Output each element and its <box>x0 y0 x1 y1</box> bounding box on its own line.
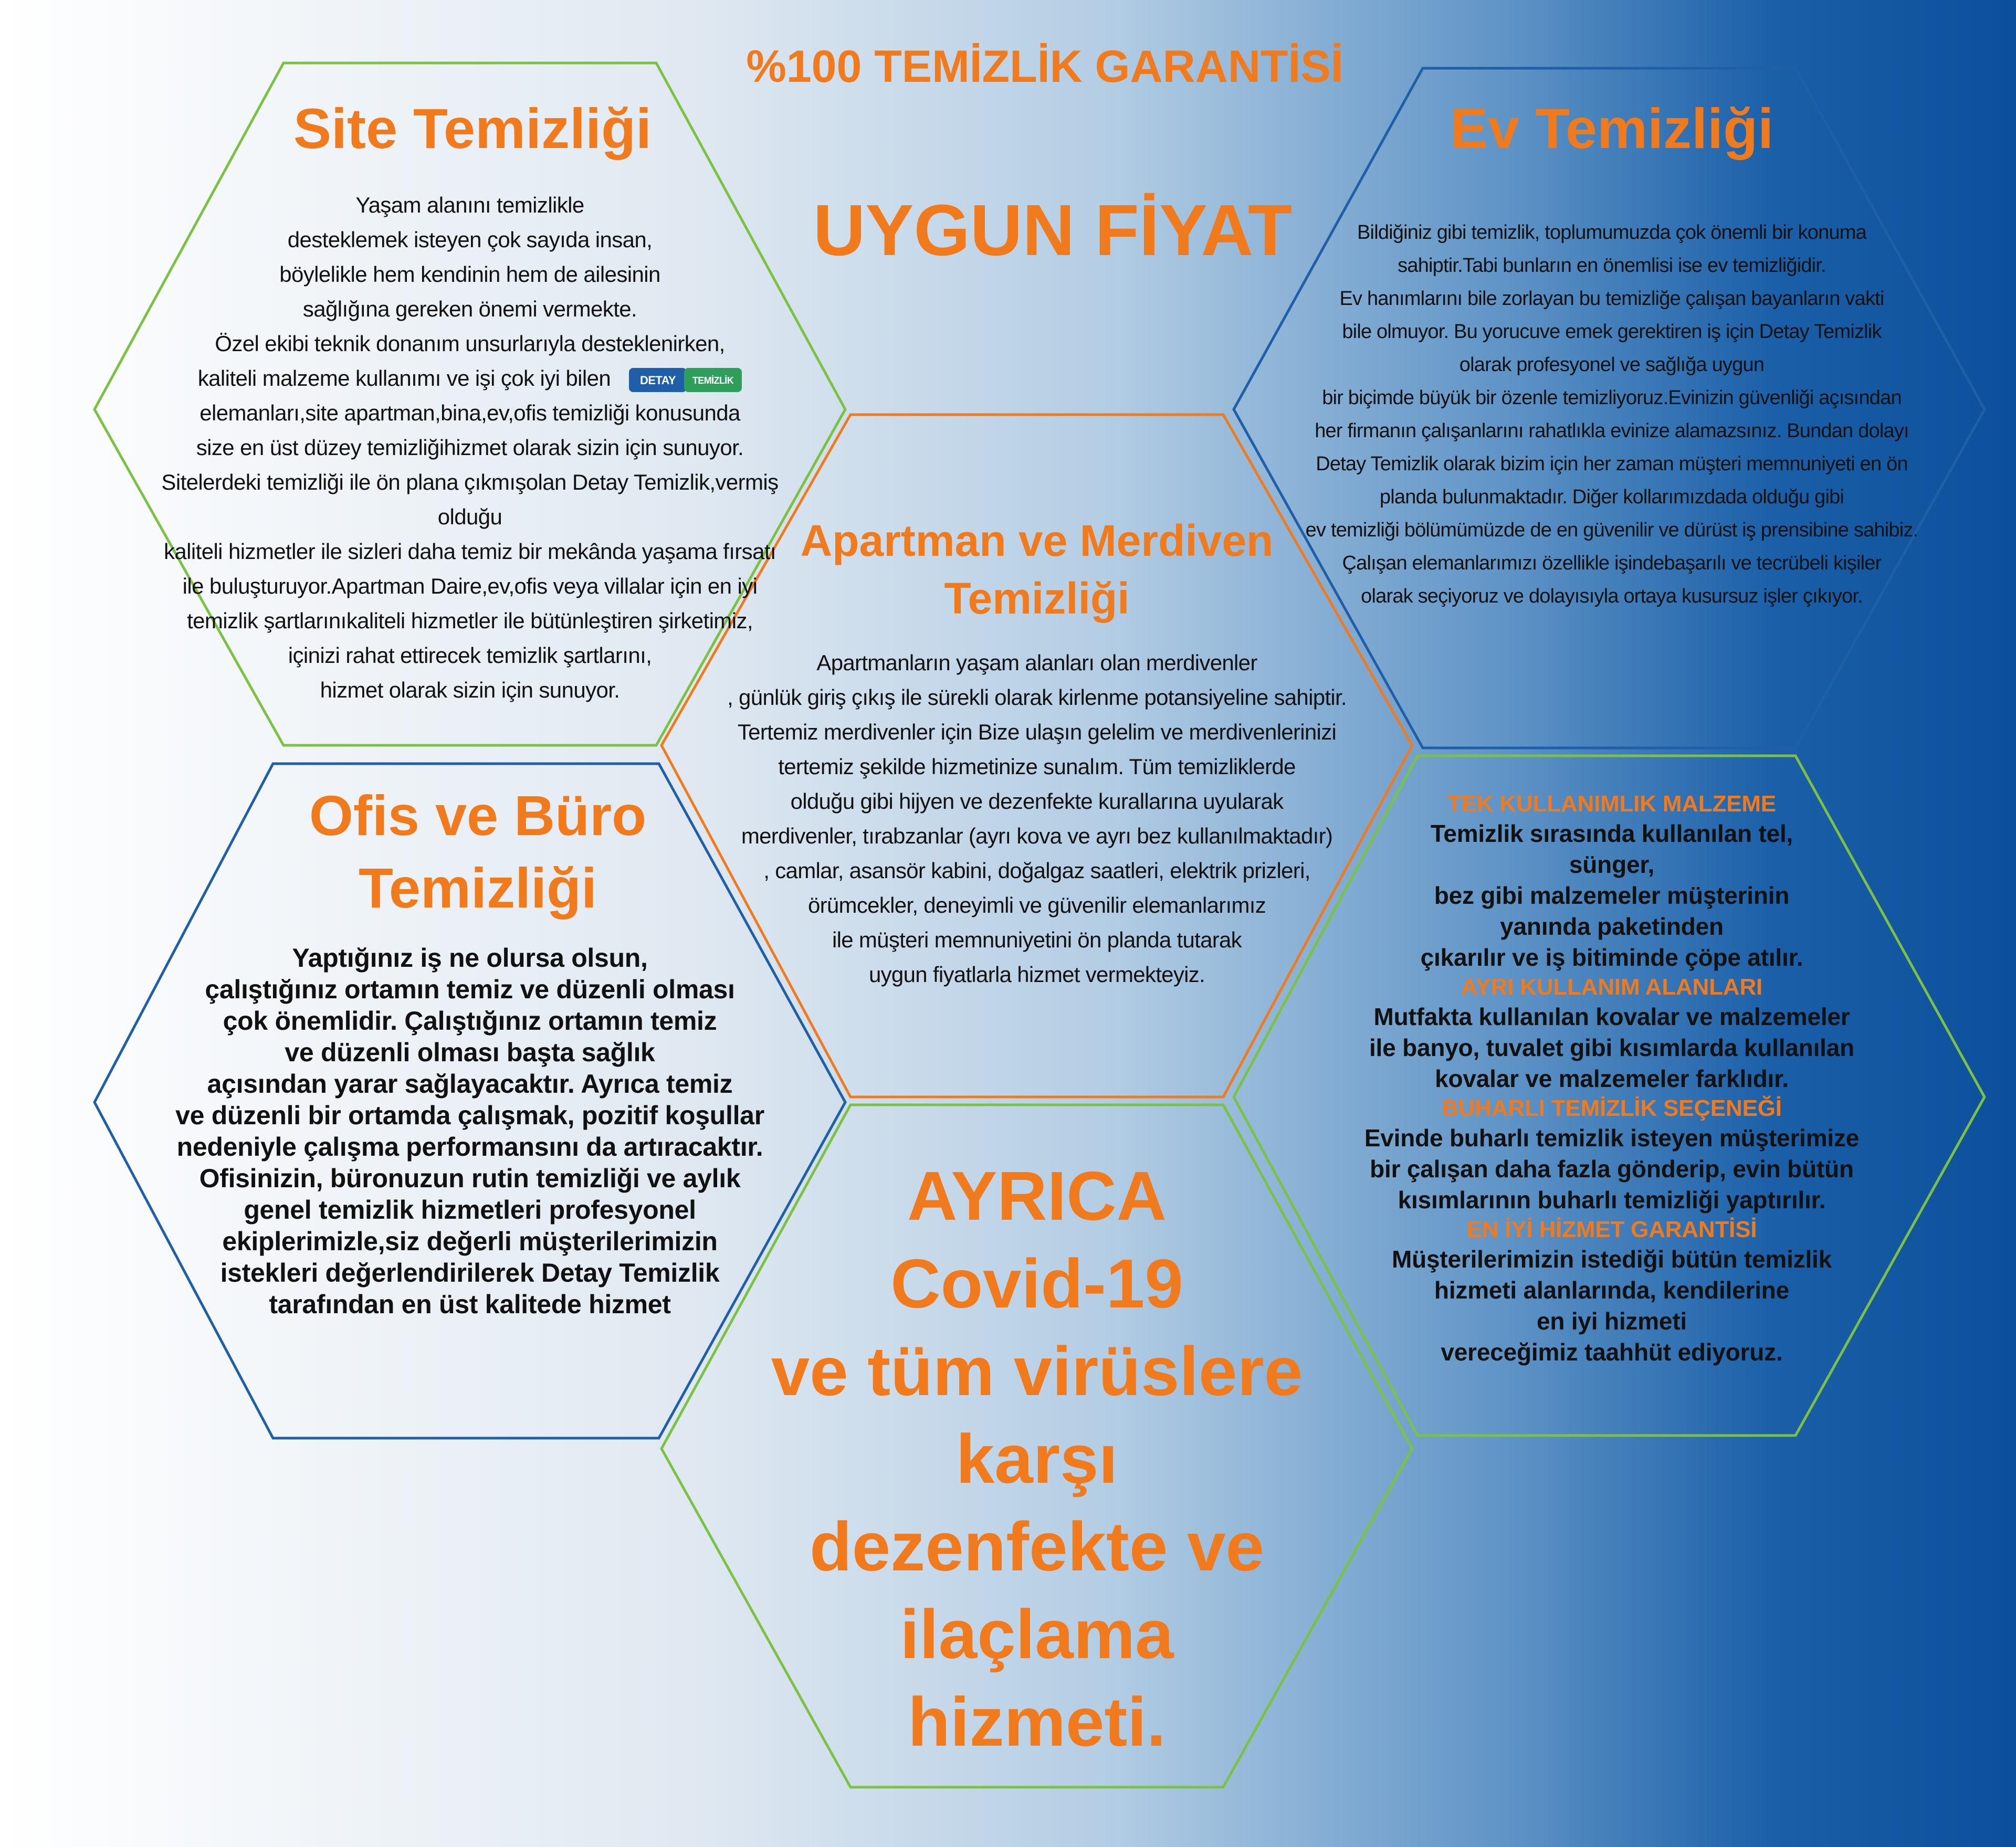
site-line-text: kaliteli malzeme kullanımı ve işi çok iyi bilen <box>197 366 611 390</box>
apartman-title-line: Temizliği <box>944 574 1130 623</box>
covid-line: ilaçlama <box>900 1596 1174 1673</box>
site-body <box>136 188 803 708</box>
apartman-line: merdivenler, tırabzanlar (ayrı kova ve ayrı bez kullanılmaktadır) <box>741 824 1333 848</box>
ofis-line: Ofisinizin, büronuzun rutin temizliği ve aylık <box>199 1164 741 1193</box>
ev-line: olarak seçiyoruz ve dolayısıyla ortaya kusursuz işler çıkıyor. <box>1361 585 1863 607</box>
ofis-title <box>220 779 735 924</box>
ofis-title-line: Temizliği <box>358 856 597 920</box>
apartman-line: , günlük giriş çıkış ile sürekli olarak kirlenme potansiyeline sahiptir. <box>727 685 1347 710</box>
ev-line: Detay Temizlik olarak bizim için her zaman müşteri memnuniyeti en ön <box>1316 453 1908 475</box>
ofis-line: genel temizlik hizmetleri profesyonel <box>244 1195 696 1225</box>
feature-line: Müşterilerimizin istediği bütün temizlik <box>1392 1246 1832 1273</box>
ofis-line: ekiplerimizle,siz değerli müşterilerimizin <box>222 1227 718 1256</box>
ev-body <box>1281 216 1942 613</box>
feature-line: ile banyo, tuvalet gibi kısımlarda kullanılan <box>1369 1034 1855 1061</box>
apartman-body <box>698 646 1376 992</box>
ev-line: Ev hanımlarını bile zorlayan bu temizliğe çalışan bayanların vakti <box>1339 288 1884 310</box>
apartman-title-line: Apartman ve Merdiven <box>800 516 1274 565</box>
site-line <box>136 361 803 396</box>
ev-line: bile olmuyor. Bu yorucuve emek gerektiren iş için Detay Temizlik <box>1342 321 1882 343</box>
ofis-line: açısından yarar sağlayacaktır. Ayrıca temiz <box>207 1069 733 1099</box>
feature-heading: AYRI KULLANIM ALANLARI <box>1461 974 1763 1000</box>
covid-line: AYRICA <box>907 1157 1167 1234</box>
site-line: size en üst düzey temizliğihizmet olarak sizin için sunuyor. <box>196 435 744 460</box>
logo-left-text: DETAY <box>640 373 676 387</box>
feature-line: kovalar ve malzemeler farklıdır. <box>1435 1065 1789 1092</box>
apartman-line: ile müşteri memnuniyetini ön planda tutarak <box>832 927 1242 952</box>
site-title: Site Temizliği <box>293 97 652 160</box>
feature-line: bez gibi malzemeler müşterinin <box>1434 882 1790 909</box>
logo-right-text: TEMİZLİK <box>692 375 734 386</box>
apartman-line: , camlar, asansör kabini, doğalgaz saatleri, elektrik prizleri, <box>763 858 1310 883</box>
guarantee-heading: %100 TEMİZLİK GARANTİSİ <box>746 41 1343 92</box>
ev-line: ev temizliği bölümümüzde de en güvenilir ve dürüst iş prensibine sahibiz. <box>1305 519 1918 541</box>
site-line: kaliteli hizmetler ile sizleri daha temiz bir mekânda yaşama fırsatı <box>164 539 776 564</box>
feature-line: yanında paketinden <box>1500 913 1724 940</box>
ev-line: sahiptir.Tabi bunların en önemlisi ise ev temizliğidir. <box>1398 255 1826 277</box>
feature-line: hizmeti alanlarında, kendilerine <box>1434 1276 1790 1304</box>
ev-line: Bildiğiniz gibi temizlik, toplumumuzda çok önemli bir konuma <box>1357 221 1866 244</box>
features-block <box>1281 790 1942 1368</box>
ofis-line: Yaptığınız iş ne olursa olsun, <box>292 943 648 973</box>
feature-line: sünger, <box>1569 851 1655 878</box>
apartman-line: Tertemiz merdivenler için Bize ulaşın gelelim ve merdivenlerinizi <box>737 720 1337 744</box>
covid-line: karşı <box>956 1420 1118 1497</box>
site-line: Yaşam alanını temizlikle <box>355 193 584 217</box>
site-line: böylelikle hem kendinin hem de ailesinin <box>279 262 660 287</box>
ofis-line: çok önemlidir. Çalıştığınız ortamın temiz <box>223 1006 717 1036</box>
apartman-line: tertemiz şekilde hizmetinize sunalım. Tüm temizliklerde <box>778 754 1296 779</box>
feature-line: en iyi hizmeti <box>1536 1307 1687 1335</box>
ev-line: her firmanın çalışanlarını rahatlıkla evinize alamazsınız. Bundan dolayı <box>1315 420 1909 442</box>
covid-block <box>709 1152 1365 1766</box>
site-line: ile buluşturuyor.Apartman Daire,ev,ofis veya villalar için en iyi <box>182 574 758 598</box>
apartman-line: uygun fiyatlarla hizmet vermekteyiz. <box>868 962 1205 987</box>
apartman-line: olduğu gibi hijyen ve dezenfekte kurallarına uyularak <box>790 789 1284 814</box>
apartman-line: örümcekler, deneyimli ve güvenilir elemanlarımız <box>807 893 1266 917</box>
ofis-line: tarafından en üst kalitede hizmet <box>269 1290 671 1319</box>
feature-line: vereceğimiz taahhüt ediyoruz. <box>1441 1338 1783 1366</box>
ofis-title-line: Ofis ve Büro <box>309 784 647 847</box>
site-line: elemanları,site apartman,bina,ev,ofis temizliği konusunda <box>200 400 740 425</box>
site-line: temizlik şartlarınıkaliteli hizmetler ile bütünleştiren şirketimiz, <box>187 608 753 633</box>
feature-line: Evinde buharlı temizlik isteyen müşterimize <box>1364 1124 1860 1152</box>
detay-temizlik-logo <box>629 368 742 392</box>
ev-line: planda bulunmaktadır. Diğer kollarımızdada olduğu gibi <box>1379 486 1844 508</box>
ofis-line: istekleri değerlendirilerek Detay Temizlik <box>220 1258 720 1287</box>
covid-line: Covid-19 <box>890 1245 1183 1322</box>
site-line: sağlığına gereken önemi vermekte. <box>302 297 637 321</box>
apartman-line: Apartmanların yaşam alanları olan merdivenler <box>816 650 1257 675</box>
ev-line: bir biçimde büyük bir özenle temizliyoruz.Evinizin güvenliği açısından <box>1322 387 1902 409</box>
ofis-line: nedeniyle çalışma performansını da artıracaktır. <box>176 1132 763 1162</box>
site-line: desteklemek isteyen çok sayıda insan, <box>287 227 653 252</box>
site-line: içinizi rahat ettirecek temizlik şartlarını, <box>288 643 652 668</box>
covid-line: hizmeti. <box>908 1683 1166 1760</box>
price-heading: UYGUN FİYAT <box>813 190 1293 271</box>
feature-line: bir çalışan daha fazla gönderip, evin bütün <box>1370 1155 1854 1183</box>
ofis-line: ve düzenli bir ortamda çalışmak, pozitif koşullar <box>175 1101 764 1130</box>
apartman-title <box>751 512 1323 627</box>
feature-heading: EN İYİ HİZMET GARANTİSİ <box>1466 1217 1757 1242</box>
feature-heading: TEK KULLANIMLIK MALZEME <box>1447 791 1776 817</box>
ofis-line: ve düzenli olması başta sağlık <box>285 1038 655 1067</box>
feature-line: kısımlarının buharlı temizliği yaptırılır. <box>1398 1186 1826 1213</box>
ev-line: olarak profesyonel ve sağlığa uygun <box>1459 354 1765 376</box>
feature-line: Temizlik sırasında kullanılan tel, <box>1430 820 1793 847</box>
covid-line: dezenfekte ve <box>810 1508 1264 1585</box>
ev-line: Çalışan elemanlarımızı özellikle işindebaşarılı ve tecrübeli kişiler <box>1342 552 1882 574</box>
feature-heading: BUHARLI TEMİZLİK SEÇENEĞİ <box>1442 1095 1782 1121</box>
ev-title: Ev Temizliği <box>1450 97 1774 160</box>
ofis-line: çalıştığınız ortamın temiz ve düzenli olması <box>205 975 735 1004</box>
site-line: hizmet olarak sizin için sunuyor. <box>320 678 620 702</box>
covid-line: ve tüm virüslere <box>771 1333 1303 1410</box>
feature-line: Mutfakta kullanılan kovalar ve malzemeler <box>1373 1003 1850 1030</box>
feature-line: çıkarılır ve iş bitiminde çöpe atılır. <box>1420 944 1803 971</box>
site-line: Sitelerdeki temizliği ile ön plana çıkmışolan Detay Temizlik,vermiş olduğu <box>161 470 779 529</box>
site-line: Özel ekibi teknik donanım unsurlarıyla desteklenirken, <box>215 331 725 356</box>
